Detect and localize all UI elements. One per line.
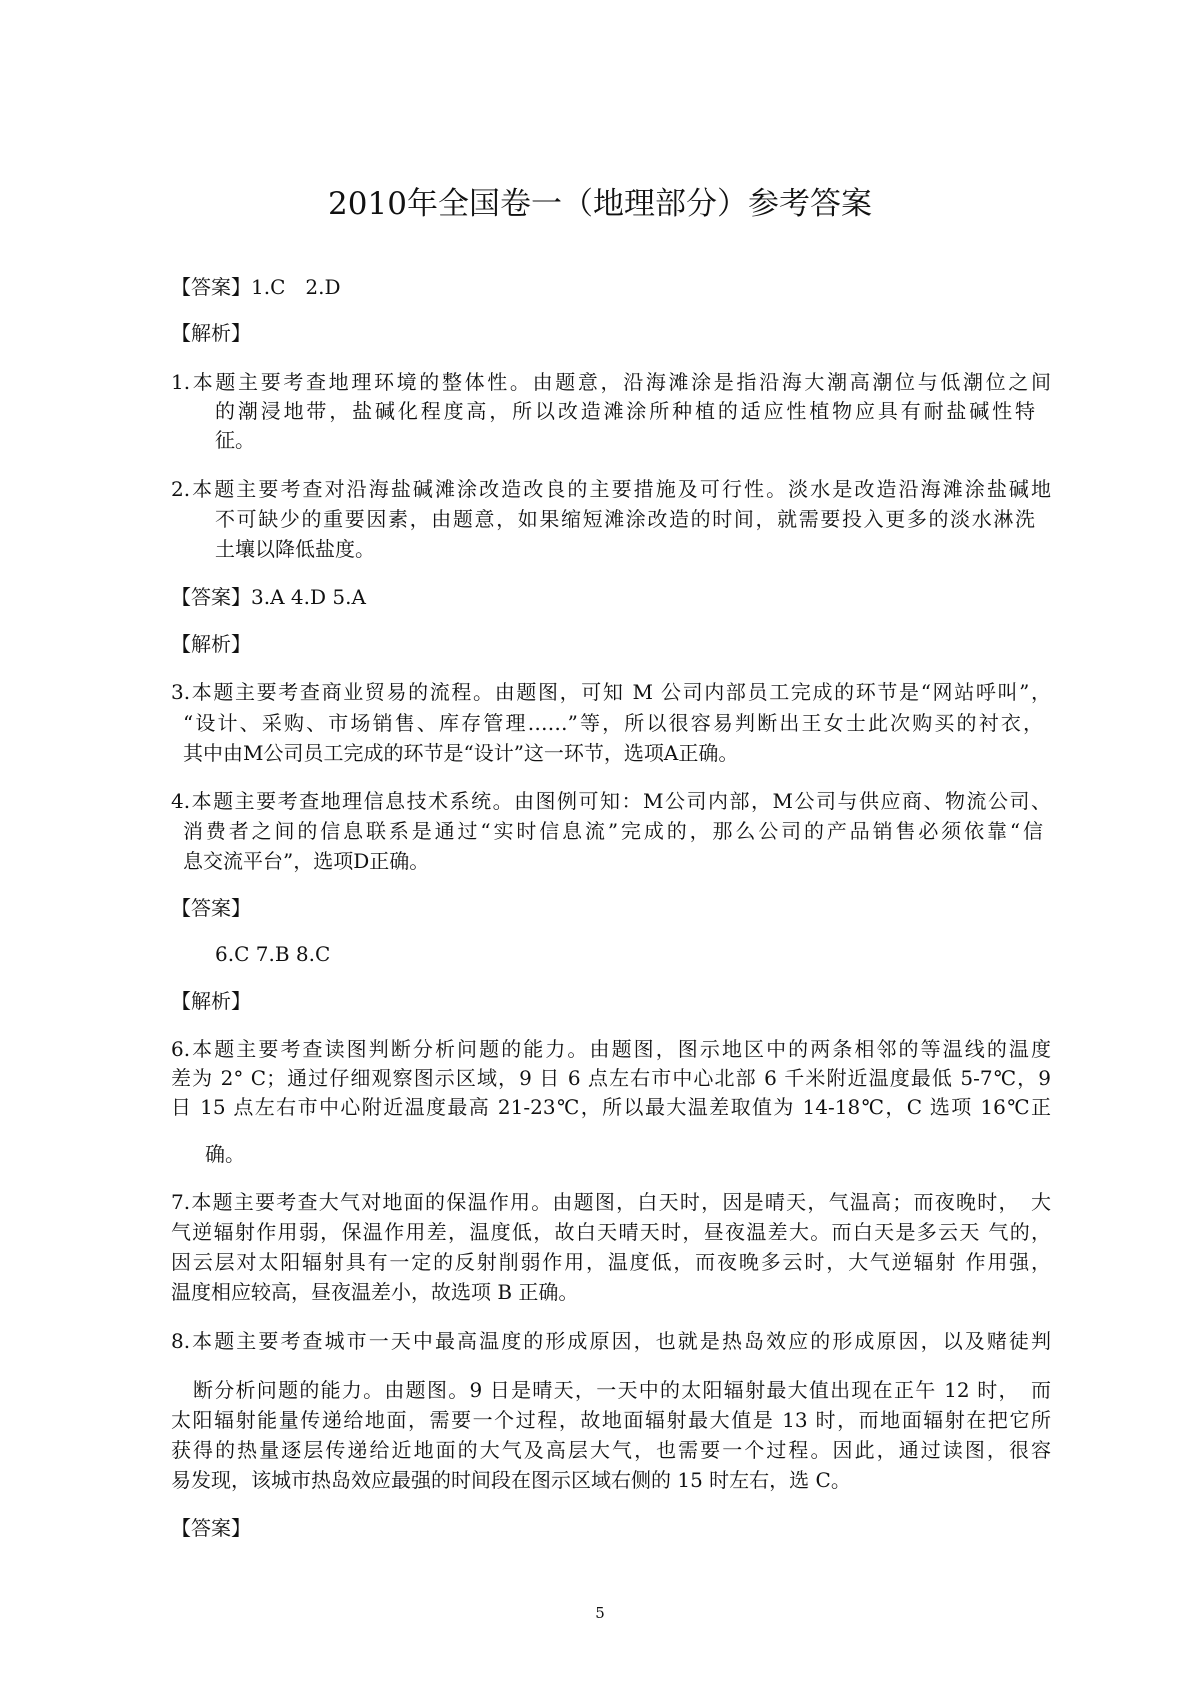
analysis-label: 【解析】 [171, 989, 251, 1013]
paragraph-line: 3.本题主要考查商业贸易的流程。由题图，可知 M 公司内部员工完成的环节是“网站呼叫”， [171, 680, 1051, 704]
paragraph-line: 太阳辐射能量传递给地面，需要一个过程，故地面辐射最大值是 13 时，而地面辐射在把它所 [171, 1408, 1051, 1432]
answer-values: 6.C 7.B 8.C [215, 942, 331, 966]
paragraph-line: 不可缺少的重要因素，由题意，如果缩短滩涂改造的时间，就需要投入更多的淡水淋洗 [215, 507, 1035, 531]
page-title: 2010年全国卷一（地理部分）参考答案 [328, 186, 872, 222]
paragraph-line: 日 15 点左右市中心附近温度最高 21-23℃，所以最大温差取值为 14-18℃，C 选项 16℃正 [171, 1095, 1051, 1119]
paragraph-line: “设计、采购、市场销售、库存管理……”等，所以很容易判断出王女士此次购买的衬衣， [183, 711, 1043, 735]
paragraph-line: 息交流平台”，选项D正确。 [183, 849, 430, 873]
paragraph-line: 4.本题主要考查地理信息技术系统。由图例可知：M公司内部，M公司与供应商、物流公司、 [171, 789, 1051, 813]
paragraph-line: 的潮浸地带，盐碱化程度高，所以改造滩涂所种植的适应性植物应具有耐盐碱性特 [215, 399, 1035, 423]
paragraph-line: 差为 2° C；通过仔细观察图示区域，9 日 6 点左右市中心北部 6 千米附近温度最低 5-7℃，9 [171, 1066, 1051, 1090]
paragraph-line: 气逆辐射作用弱，保温作用差，温度低，故白天晴天时，昼夜温差大。而白天是多云天 气的， [171, 1220, 1051, 1244]
answer-label: 【答案】 [171, 896, 251, 920]
paragraph-line: 易发现，该城市热岛效应最强的时间段在图示区域右侧的 15 时左右，选 C。 [171, 1468, 851, 1492]
answer-label: 【答案】 [171, 1516, 251, 1540]
paragraph-line: 因云层对太阳辐射具有一定的反射削弱作用，温度低，而夜晚多云时，大气逆辐射 作用强， [171, 1250, 1051, 1274]
paragraph-line: 征。 [215, 428, 255, 452]
paragraph-line: 1.本题主要考查地理环境的整体性。由题意，沿海滩涂是指沿海大潮高潮位与低潮位之间 [171, 370, 1051, 394]
paragraph-line: 8.本题主要考查城市一天中最高温度的形成原因，也就是热岛效应的形成原因，以及赌徒判 [171, 1329, 1051, 1353]
paragraph-line: 7.本题主要考查大气对地面的保温作用。由题图，白天时，因是晴天，气温高；而夜晚时， 大 [171, 1190, 1051, 1214]
paragraph-line: 获得的热量逐层传递给近地面的大气及高层大气，也需要一个过程。因此，通过读图，很容 [171, 1438, 1051, 1462]
paragraph-line: 温度相应较高，昼夜温差小，故选项 B 正确。 [171, 1280, 579, 1304]
paragraph-line: 消费者之间的信息联系是通过“实时信息流”完成的，那么公司的产品销售必须依靠“信 [183, 819, 1043, 843]
paragraph-line: 确。 [205, 1142, 245, 1166]
paragraph-line: 土壤以降低盐度。 [215, 537, 375, 561]
analysis-label: 【解析】 [171, 632, 251, 656]
paragraph-line: 6.本题主要考查读图判断分析问题的能力。由题图，图示地区中的两条相邻的等温线的温度 [171, 1037, 1051, 1061]
answer-label: 【答案】1.C 2.D [171, 275, 341, 299]
paragraph-line: 断分析问题的能力。由题图。9 日是晴天，一天中的太阳辐射最大值出现在正午 12 时， 而 [193, 1378, 1051, 1402]
paragraph-line: 2.本题主要考查对沿海盐碱滩涂改造改良的主要措施及可行性。淡水是改造沿海滩涂盐碱地 [171, 477, 1051, 501]
paragraph-line: 其中由M公司员工完成的环节是“设计”这一环节，选项A正确。 [183, 741, 739, 765]
answer-label: 【答案】3.A 4.D 5.A [171, 585, 366, 609]
page-number: 5 [595, 1604, 605, 1622]
analysis-label: 【解析】 [171, 321, 251, 345]
